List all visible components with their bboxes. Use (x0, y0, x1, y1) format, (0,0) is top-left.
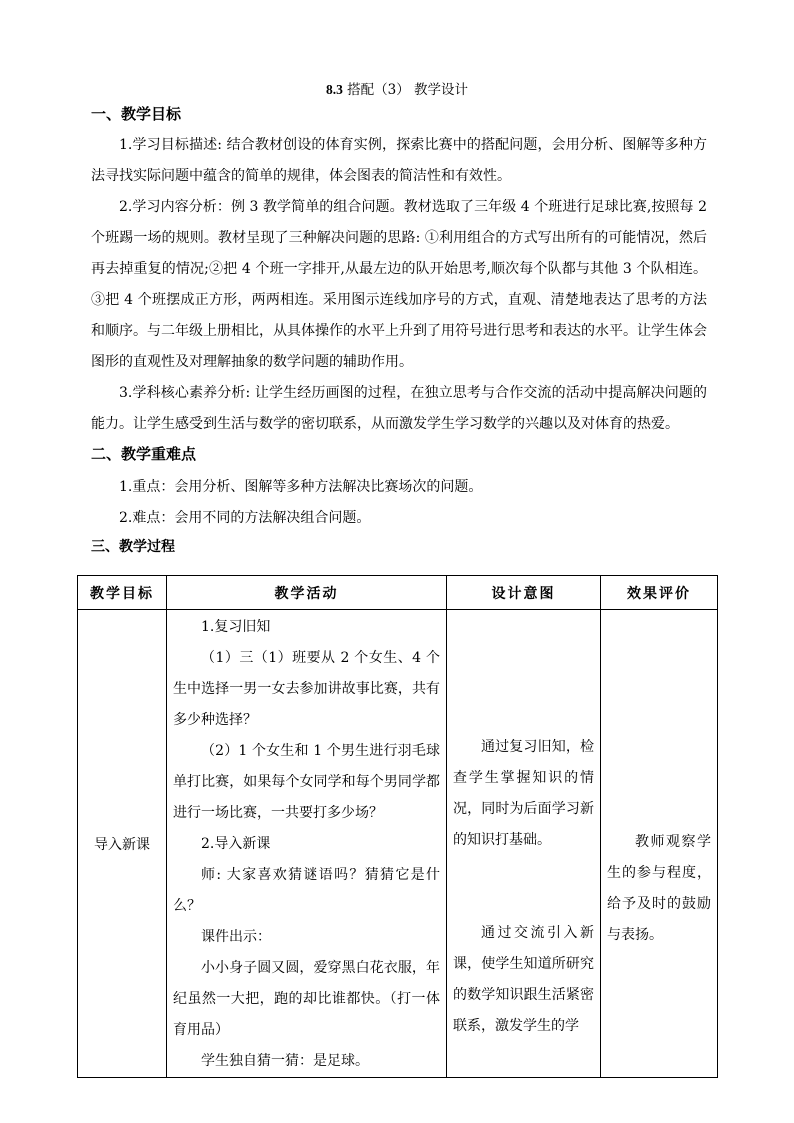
header-evaluation: 效果评价 (601, 576, 718, 610)
goal-cell: 导入新课 (78, 610, 167, 1078)
title-text: 搭配（3） 教学设计 (347, 82, 469, 98)
section-heading-goals: 一、教学目标 (91, 105, 182, 123)
goal-paragraph-2: 2.学习内容分析：例 3 教学简单的组合问题。教材选取了三年级 4 个班进行足球比赛,按照每 2 个班踢一场的规则。教材呈现了三种解决问题的思路: ①利用组合的方式写出所有的可能情况，然后再去掉重复的情况;②把 4 个班一字排开,从最左边的队开始思考,顺次每个队都与其他 3 个队相连。③把 4 个班摆成正方形，两两相连。采用图示连线加序号的方式，直观、清楚地表达了思考的方法和顺序。与二年级上册相比，从具体操作的水平上升到了用符号进行思考和表达的水平。让学生体会图形的直观性及对理解抽象的数学问题的辅助作用。 (91, 199, 707, 370)
section-heading-process: 三、教学过程 (91, 539, 175, 555)
document-title (0, 78, 794, 98)
title-number: 8.3 (325, 82, 343, 97)
activity-line: 2.导入新课 (201, 836, 271, 852)
header-activity: 教学活动 (167, 576, 447, 610)
activity-cell (167, 610, 447, 1078)
process-table (77, 575, 718, 1078)
section-heading-keypoints: 二、教学重难点 (91, 445, 197, 463)
evaluation-cell (601, 610, 718, 1078)
keypoint-paragraph-1: 1.重点：会用分析、图解等多种方法解决比赛场次的问题。 (119, 479, 483, 495)
header-goal: 教学目标 (78, 576, 167, 610)
goal-paragraph-1: 1.学习目标描述: 结合教材创设的体育实例，探索比赛中的搭配问题，会用分析、图解等多种方法寻找实际问题中蕴含的简单的规律，体会图表的简洁性和有效性。 (91, 137, 707, 184)
activity-line: 1.复习旧知 (201, 619, 271, 635)
activity-line: 师: 大家喜欢猜谜语吗？猜猜它是什么？ (173, 867, 440, 914)
intent-cell (447, 610, 601, 1078)
table-header-row (78, 576, 718, 610)
goal-paragraph-3: 3.学科核心素养分析: 让学生经历画图的过程，在独立思考与合作交流的活动中提高解决问题的能力。让学生感受到生活与数学的密切联系，从而激发学生学习数学的兴趣以及对体育的热爱。 (91, 385, 707, 432)
activity-line: 课件出示： (201, 929, 271, 945)
table-row (78, 610, 718, 1078)
keypoint-paragraph-2: 2.难点：会用不同的方法解决组合问题。 (119, 510, 371, 526)
intent-paragraph-2: 通过交流引入新课，使学生知道所研究的数学知识跟生活紧密联系，激发学生的学 (453, 925, 594, 1034)
intent-paragraph-1: 通过复习旧知，检查学生掌握知识的情况，同时为后面学习新的知识打基础。 (453, 739, 594, 848)
activity-line: 学生独自猜一猜：是足球。 (201, 1053, 369, 1069)
activity-line: （1）三（1）班要从 2 个女生、4 个生中选择一男一女去参加讲故事比赛，共有多少种选择？ (173, 650, 440, 728)
header-intent: 设计意图 (447, 576, 601, 610)
activity-line: （2）1 个女生和 1 个男生进行羽毛球单打比赛，如果每个女同学和每个男同学都进行一场比赛，一共要打多少场？ (173, 743, 440, 821)
activity-line: 小小身子圆又圆，爱穿黑白花衣服，年纪虽然一大把，跑的却比谁都快。（打一体育用品） (173, 960, 440, 1038)
evaluation-text: 教师观察学生的参与程度，给予及时的鼓励与表扬。 (607, 834, 711, 943)
